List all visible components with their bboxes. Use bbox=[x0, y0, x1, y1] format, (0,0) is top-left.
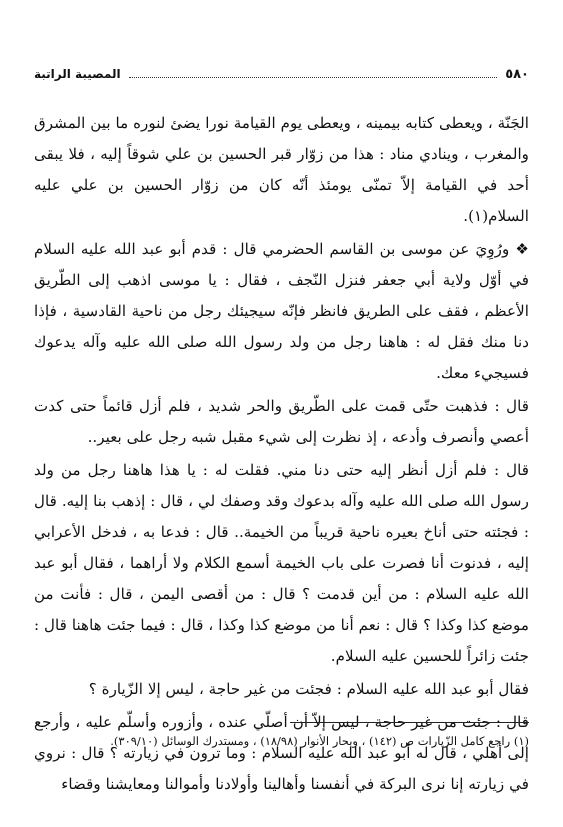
paragraph: قال : جئت من غير حاجة ، ليس إلاّ أن أصلّي عنده ، وأزوره وأسلّم عليه ، وأرجع إلى أهلي ، قال له أبو عبد الله عليه السلام : وما ترون في زيارته ؟ قال : نروي في زيارته إنا نرى البركة في أنفسنا وأهالينا وأولادنا وأموالنا ومعايشنا وقضاء bbox=[34, 713, 529, 793]
header-dotted-rule bbox=[129, 77, 498, 78]
paragraph: ❖ ورُوِيَ عن موسى بن القاسم الحضرمي قال : قدم أبو عبد الله عليه السلام في أوّل ولاية أبي جعفر فنزل النّجف ، فقال : يا موسى اذهب إلى الطّريق الأعظم ، فقف على الطريق فانظر فإنّه سيجيئك رجل من ناحية القادسية ، فإذا دنا منك فقل له : هاهنا رجل من ولد رسول الله صلى الله عليه وآله يدعوك فسيجيء معك. bbox=[34, 240, 529, 382]
paragraph: فقال أبو عبد الله عليه السلام : فجئت من غير حاجة ، ليس إلا الزّيارة ؟ bbox=[88, 680, 529, 698]
book-title: المصيبة الراتبة bbox=[34, 67, 121, 81]
paragraph: الجَنّة ، ويعطى كتابه بيمينه ، ويعطى يوم القيامة نورا يضئ لنوره ما بين المشرق والمغرب ، وينادي مناد : هذا من زوّار قبر الحسين بن علي شوقاً إليه ، فلا يبقى أحد في القيامة إلاّ تمنّى يومئذ أنّه كان من زوّار الحسين بن علي عليه السلام(١). bbox=[34, 114, 529, 225]
page-number: ٥٨٠ bbox=[505, 66, 529, 82]
footnote-separator bbox=[290, 722, 529, 723]
footnote: (١) راجع كامل الزّيارات ص (١٤٢) ، وبحار الأنوار (١٨/٩٨) ، ومستدرك الوسائل (٣٠٩/١٠). bbox=[110, 734, 529, 748]
paragraph: قال : فذهبت حتّى قمت على الطّريق والحر شديد ، فلم أزل قائماً حتى كدت أعصي وأنصرف وأدعه ، إذ نظرت إلى شيء مقبل شبه رجل على بعير.. bbox=[34, 397, 529, 446]
paragraph: قال : فلم أزل أنظر إليه حتى دنا مني. فقلت له : يا هذا هاهنا رجل من ولد رسول الله صلى الله عليه وآله بدعوك وقد وصفك لي ، قال : إذهب بنا إليه. قال : فجئته حتى أناخ بعيره ناحية قريباً من الخيمة.. قال : فدعا به ، فدخل الأعرابي إليه ، فدنوت أنا فصرت على باب الخيمة أسمع الكلام ولا أراهما ، فقال أبو عبد الله عليه السلام : من أين قدمت ؟ قال : من أقصى اليمن ، قال : فأنت من موضع كذا وكذا ؟ قال : نعم أنا من موضع كذا وكذا ، قال : فيما جئت هاهنا قال : جئت زائراً للحسين عليه السلام. bbox=[34, 461, 529, 665]
running-header bbox=[34, 64, 529, 84]
main-text bbox=[34, 108, 529, 802]
